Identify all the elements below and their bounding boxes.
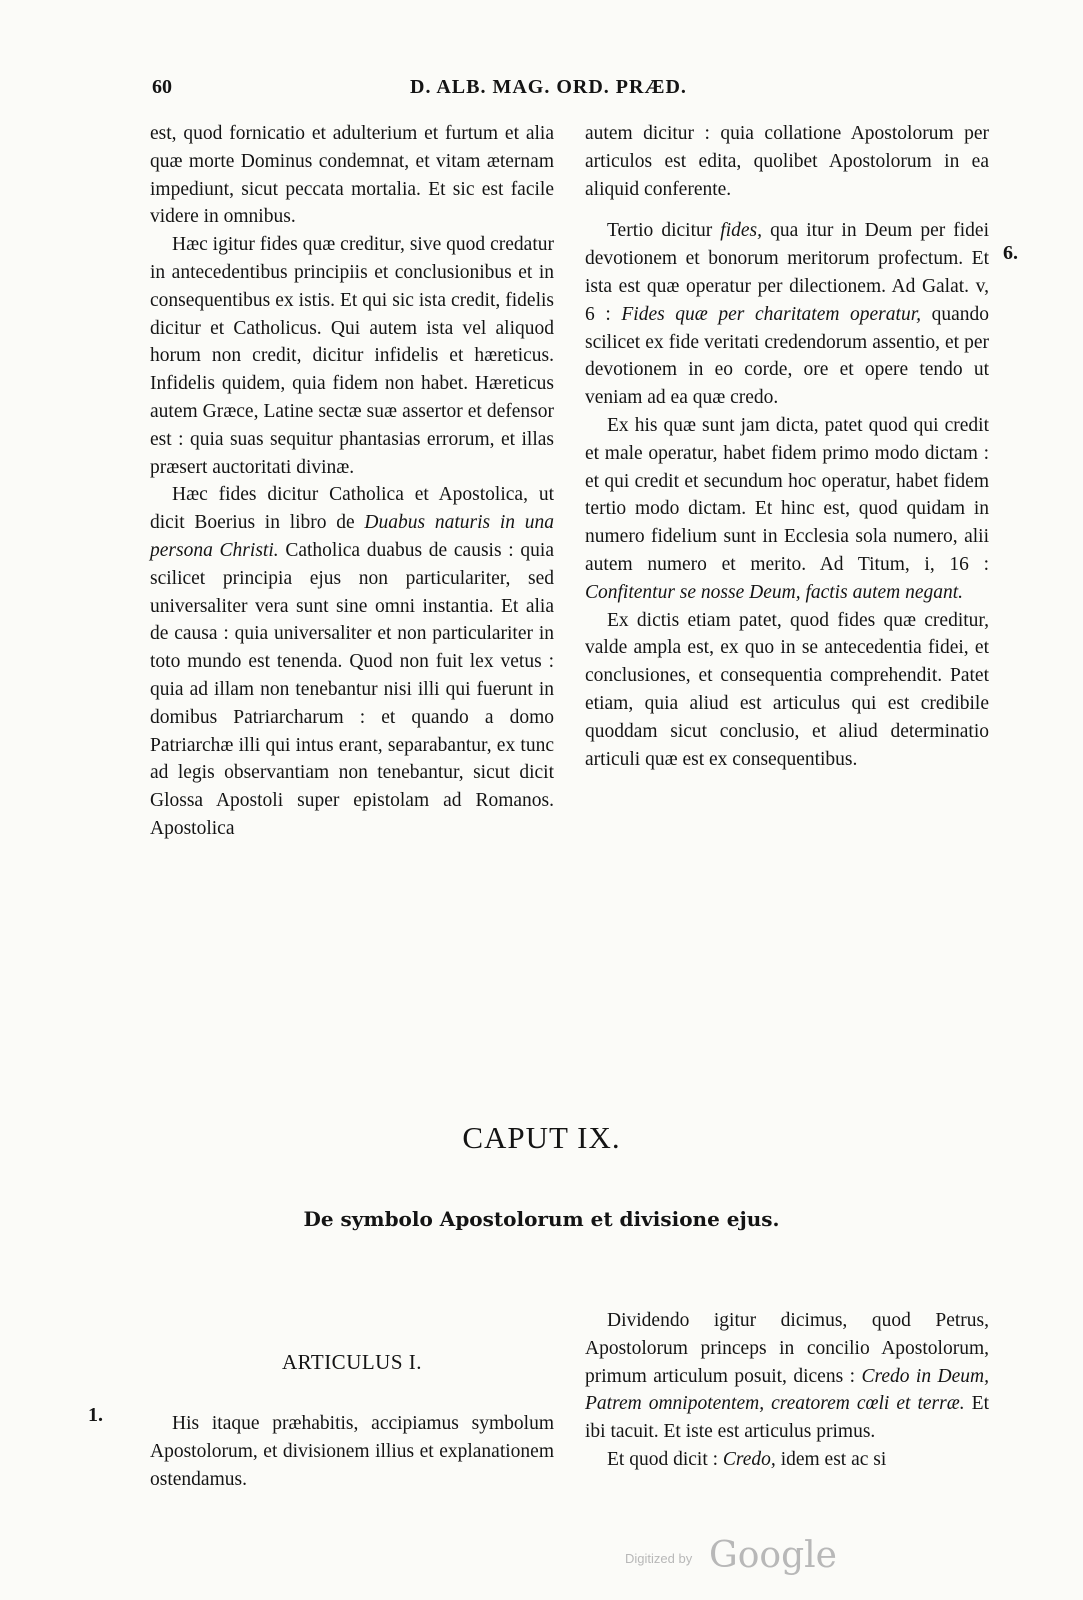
digitized-watermark [625, 1535, 855, 1575]
left-column-top [150, 120, 554, 843]
quotation: Credo in Deum, Patrem omnipotentem, creatorem cœli et terræ. [585, 1365, 989, 1415]
running-head: D. ALB. MAG. ORD. PRÆD. [410, 76, 687, 98]
chapter-subtitle: De symbolo Apostolorum et divisione ejus. [303, 1207, 780, 1231]
watermark-small-text: Digitized by [625, 1551, 693, 1566]
chapter-heading: CAPUT IX. [462, 1120, 621, 1155]
paragraph: Ex dictis etiam patet, quod fides quæ creditur, valde ampla est, ex quo in se antecedentia fidei, et conclusiones, et consequentia comprehendit. Patet etiam, quia aliud est articulus qui est credibile quoddam sicut conclusio, et aliud determinatio articuli quæ est ex consequentibus. [585, 609, 989, 770]
book-title: Duabus naturis in una persona Christi. [150, 512, 554, 561]
paragraph: Dividendo igitur dicimus, quod Petrus, Apostolorum princeps in concilio Apostolorum, primum articulum posuit, dicens : Credo in Deum, Patrem omnipotentem, creatorem cœli et terræ. Et ibi tacuit. Et iste est articulus primus. [585, 1310, 989, 1443]
page-number: 60 [152, 76, 172, 98]
article-heading: ARTICULUS I. [281, 1350, 423, 1374]
margin-note: 6. [1003, 242, 1018, 264]
right-column-top [585, 120, 989, 773]
paragraph: est, quod fornicatio et adulterium et furtum et alia quæ morte Dominus condemnat, et vitam æternam impediunt, sicut peccata mortalia. Et sic est facile videre in omnibus. [150, 123, 554, 228]
right-column-bottom [585, 1307, 989, 1474]
google-logo: Google [709, 1535, 837, 1576]
paragraph: Hæc fides dicitur Catholica et Apostolica, ut dicit Boerius in libro de Duabus naturis in una persona Christi. Catholica duabus de causis : quia scilicet principia ejus non particulariter, sed universaliter vera sunt sine omni instantia. Et alia de causa : quia universaliter et non particulariter in toto mundo est tenenda. Quod non fuit lex vetus : quia ad illam non tenebantur nisi illi qui fuerunt in domibus Patriarcharum : et quando a domo Patriarchæ illi qui intus erant, separabantur, ex tunc ad legis observantiam non tenebantur, sicut dicit Glossa Apostoli super epistolam ad Romanos. Apostolica [150, 484, 554, 839]
paragraph: autem dicitur : quia collatione Apostolorum per articulos est edita, quolibet Apostolorum in ea aliquid conferente. [585, 123, 989, 200]
quotation: Fides quæ per charitatem operatur, [621, 303, 921, 325]
quotation: Confitentur se nosse Deum, factis autem negant. [585, 581, 964, 603]
left-column-bottom [150, 1410, 554, 1493]
margin-note: 1. [88, 1404, 103, 1426]
paragraph: Tertio dicitur fides, qua itur in Deum per fidei devotionem et bonorum meritorum profectum. Et ista est quæ operatur per dilectionem. Ad Galat. v, 6 : Fides quæ per charitatem operatur, quando scilicet ex fide veritati credendorum assentio, et per devotionem in eo corde, ore et opere tendo ut veniam ad ea quæ credo. [585, 220, 989, 409]
paragraph: Et quod dicit : Credo, idem est ac si [607, 1448, 887, 1470]
paragraph: Hæc igitur fides quæ creditur, sive quod credatur in antecedentibus principiis et conclusionibus et in consequentibus ex istis. Et qui sic ista credit, fidelis dicitur et Catholicus. Qui autem ista vel aliquod horum non credit, dicitur infidelis et hæreticus. Infidelis quidem, quia fidem non habet. Hæreticus autem Græce, Latine sectæ suæ assertor et defensor est : quia suas sequitur phantasias errorum, et illas præsert auctoritati divinæ. [150, 234, 554, 478]
paragraph: His itaque præhabitis, accipiamus symbolum Apostolorum, et divisionem illius et explanationem ostendamus. [150, 1413, 554, 1490]
paragraph: Ex his quæ sunt jam dicta, patet quod qui credit et male operatur, habet fidem primo modo dictam : et qui credit et secundum hoc operatur, habet fidem tertio modo dictam. Et hinc est, quod quidam in numero fidelium sunt in Ecclesia sola numero, alii autem numero et merito. Ad Titum, i, 16 : Confitentur se nosse Deum, factis autem negant. [585, 414, 989, 603]
page-header [152, 76, 982, 106]
